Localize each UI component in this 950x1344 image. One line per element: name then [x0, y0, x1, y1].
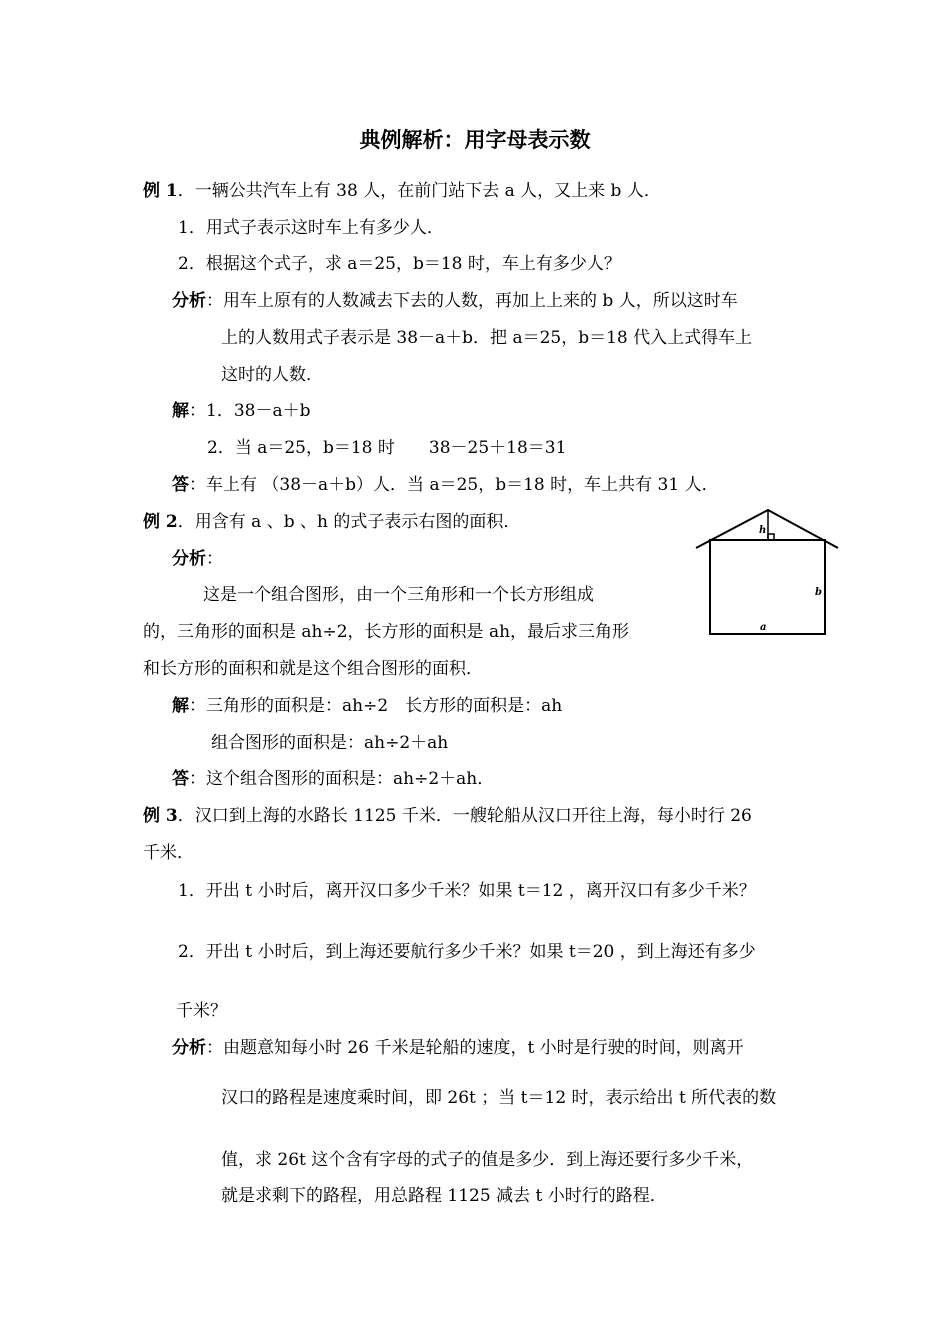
roof-triangle [696, 510, 838, 548]
example-3-question-1: 1．开出 t 小时后，离开汉口多少千米？如果 t＝12 ，离开汉口有多少千米？ [178, 881, 756, 901]
answer-text: ：这个组合图形的面积是：ah÷2＋ah． [189, 769, 495, 789]
example-2-label: 例 2 [143, 512, 178, 532]
example-3-analysis [172, 1037, 744, 1059]
label-b: b [815, 587, 822, 598]
solution-label: 解 [172, 696, 189, 716]
example-2-text: ．用含有 a 、b 、h 的式子表示右图的面积． [177, 512, 521, 532]
solution-text: ：三角形的面积是：ah÷2 长方形的面积是：ah [189, 696, 563, 716]
example-3-question-2-line-2: 千米？ [176, 1001, 227, 1021]
example-1-analysis-line-2: 上的人数用式子表示是 38－a＋b．把 a＝25，b＝18 代入上式得车上 [221, 328, 753, 348]
example-3-label: 例 3 [143, 806, 178, 826]
analysis-label: 分析 [172, 291, 206, 311]
analysis-text: ：由题意知每小时 26 千米是轮船的速度，t 小时是行驶的时间，则离开 [206, 1038, 744, 1058]
label-a: a [760, 622, 767, 633]
label-h: h [759, 525, 767, 536]
example-1-solution-line-2: 2．当 a＝25，b＝18 时 38－25＋18＝31 [207, 438, 567, 458]
example-3-text: ．汉口到上海的水路长 1125 千米．一艘轮船从汉口开往上海，每小时行 26 [177, 806, 752, 826]
example-1-question-1: 1．用式子表示这时车上有多少人． [178, 218, 444, 238]
example-1-label: 例 1 [143, 181, 178, 201]
example-1-answer [172, 474, 719, 496]
example-1-solution [172, 400, 310, 422]
example-2-analysis-line-3: 和长方形的面积和就是这个组合图形的面积． [143, 659, 483, 679]
example-3-question-2: 2．开出 t 小时后，到上海还要航行多少千米？如果 t＝20 ，到上海还有多少 [178, 942, 756, 962]
example-1-analysis [172, 290, 738, 312]
analysis-label: 分析 [172, 549, 206, 569]
rectangle-body [710, 540, 825, 634]
example-3-text-line-2: 千米． [143, 843, 194, 863]
example-2-solution-line-2: 组合图形的面积是：ah÷2＋ah [211, 733, 449, 753]
analysis-text: ：用车上原有的人数减去下去的人数，再加上上来的 b 人，所以这时车 [206, 291, 738, 311]
answer-label: 答 [172, 769, 189, 789]
example-2-analysis-line-2: 的，三角形的面积是 ah÷2，长方形的面积是 ah，最后求三角形 [143, 622, 630, 642]
example-1-statement [143, 180, 661, 202]
solution-label: 解 [172, 401, 189, 421]
example-1-question-2: 2．根据这个式子，求 a＝25，b＝18 时，车上有多少人？ [178, 254, 621, 274]
analysis-label: 分析 [172, 1038, 206, 1058]
example-1-text: ．一辆公共汽车上有 38 人，在前门站下去 a 人，又上来 b 人． [177, 181, 661, 201]
example-2-answer [172, 768, 494, 790]
answer-text: ：车上有 （38－a＋b）人．当 a＝25，b＝18 时，车上共有 31 人． [189, 475, 719, 495]
answer-label: 答 [172, 475, 189, 495]
example-2-analysis-line-1: 这是一个组合图形，由一个三角形和一个长方形组成 [203, 585, 594, 605]
example-3-analysis-line-3: 值，求 26t 这个含有字母的式子的值是多少．到上海还要行多少千米， [221, 1150, 754, 1170]
example-2-analysis-heading [172, 548, 223, 570]
example-3-analysis-line-4: 就是求剩下的路程，用总路程 1125 减去 t 小时行的路程． [221, 1186, 667, 1206]
example-3-analysis-line-2: 汉口的路程是速度乘时间，即 26t ；当 t＝12 时，表示给出 t 所代表的数 [221, 1088, 777, 1108]
analysis-colon: ： [206, 549, 223, 569]
solution-text: ：1．38－a＋b [189, 401, 311, 421]
example-3-statement [143, 805, 752, 827]
house-figure [692, 506, 842, 640]
example-2-statement [143, 511, 520, 533]
example-1-analysis-line-3: 这时的人数． [221, 365, 323, 385]
page-title: 典例解析：用字母表示数 [359, 127, 591, 152]
example-2-solution [172, 695, 562, 717]
